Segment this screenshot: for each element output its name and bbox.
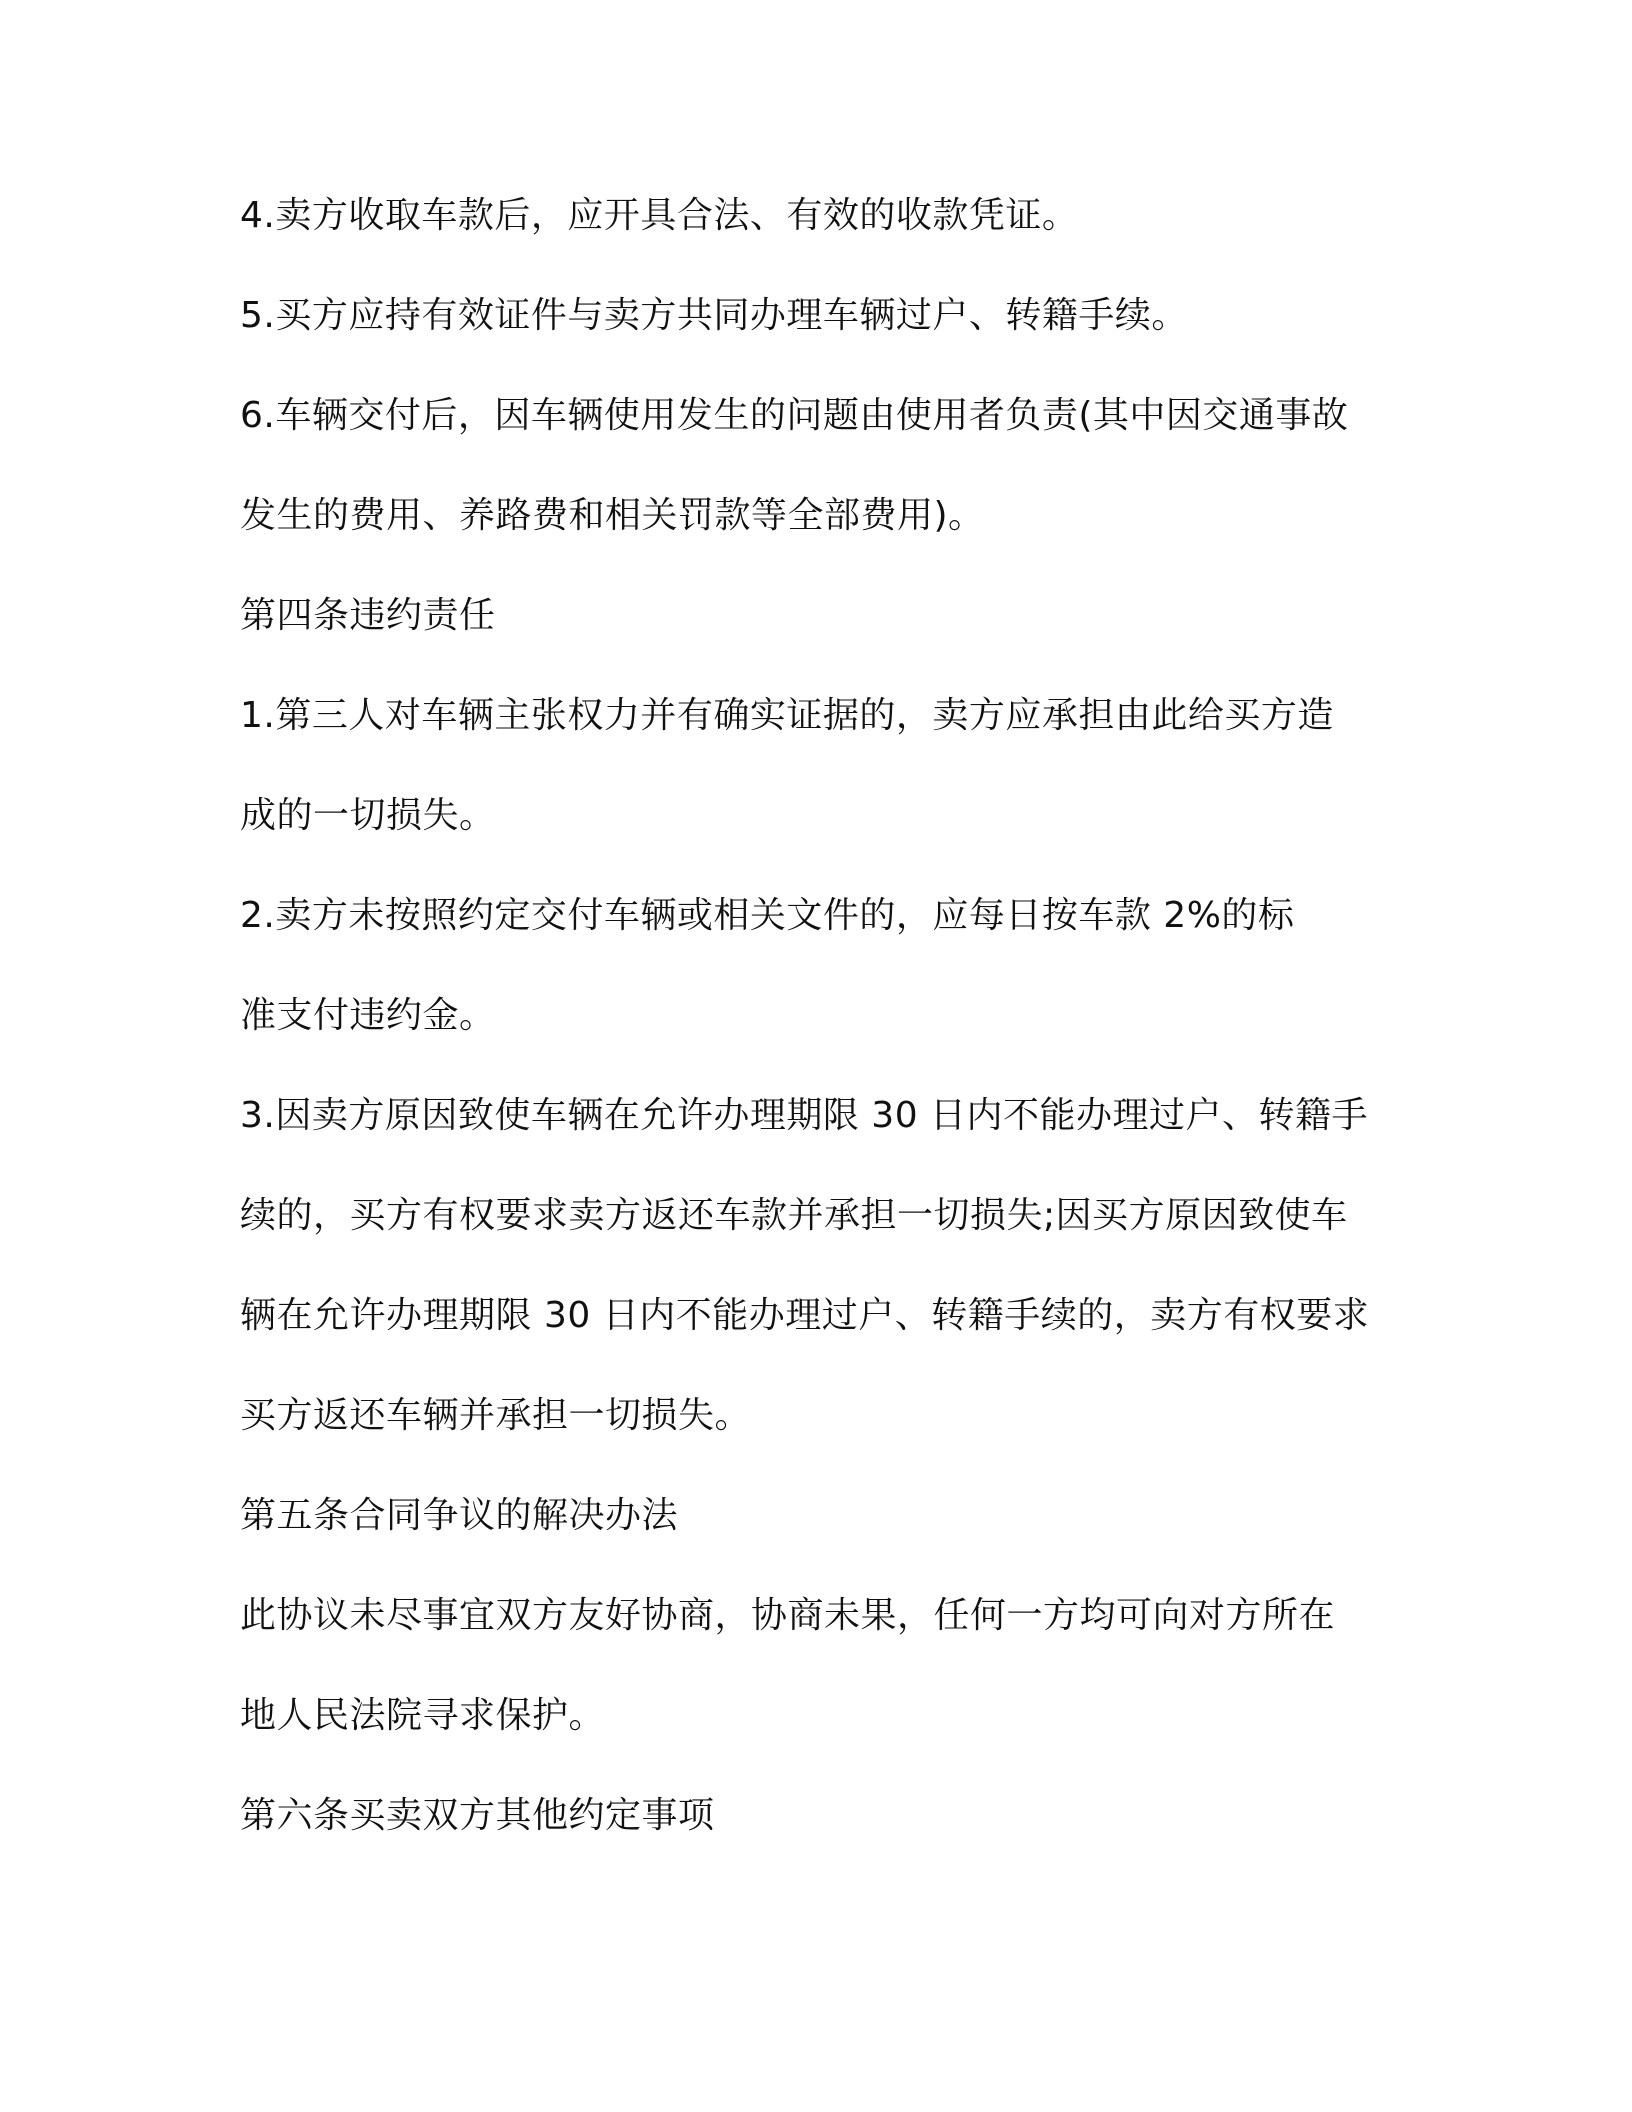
article-5-heading: 第五条合同争议的解决办法 xyxy=(240,1495,679,1536)
dispute-line-2: 地人民法院寻求保护。 xyxy=(240,1695,606,1736)
liability-3-line-2: 续的，买方有权要求卖方返还车款并承担一切损失;因买方原因致使车 xyxy=(240,1195,1348,1236)
article-6-heading: 第六条买卖双方其他约定事项 xyxy=(240,1795,715,1836)
clause-6-line-2: 发生的费用、养路费和相关罚款等全部费用)。 xyxy=(240,495,985,536)
clause-6-line-1: 6.车辆交付后，因车辆使用发生的问题由使用者负责(其中因交通事故 xyxy=(240,395,1349,436)
dispute-line-1: 此协议未尽事宜双方友好协商，协商未果，任何一方均可向对方所在 xyxy=(240,1595,1336,1636)
liability-3-line-4: 买方返还车辆并承担一切损失。 xyxy=(240,1395,752,1436)
liability-3-line-1: 3.因卖方原因致使车辆在允许办理期限 30 日内不能办理过户、转籍手 xyxy=(240,1095,1369,1136)
liability-2-line-1: 2.卖方未按照约定交付车辆或相关文件的，应每日按车款 2%的标 xyxy=(240,895,1295,936)
liability-3-line-3: 辆在允许办理期限 30 日内不能办理过户、转籍手续的，卖方有权要求 xyxy=(240,1295,1370,1336)
liability-1-line-1: 1.第三人对车辆主张权力并有确实证据的，卖方应承担由此给买方造 xyxy=(240,695,1334,736)
article-4-heading: 第四条违约责任 xyxy=(240,595,496,636)
liability-1-line-2: 成的一切损失。 xyxy=(240,795,496,836)
liability-2-line-2: 准支付违约金。 xyxy=(240,995,496,1036)
clause-5-line: 5.买方应持有效证件与卖方共同办理车辆过户、转籍手续。 xyxy=(240,295,1188,336)
clause-4-line: 4.卖方收取车款后，应开具合法、有效的收款凭证。 xyxy=(240,195,1079,236)
